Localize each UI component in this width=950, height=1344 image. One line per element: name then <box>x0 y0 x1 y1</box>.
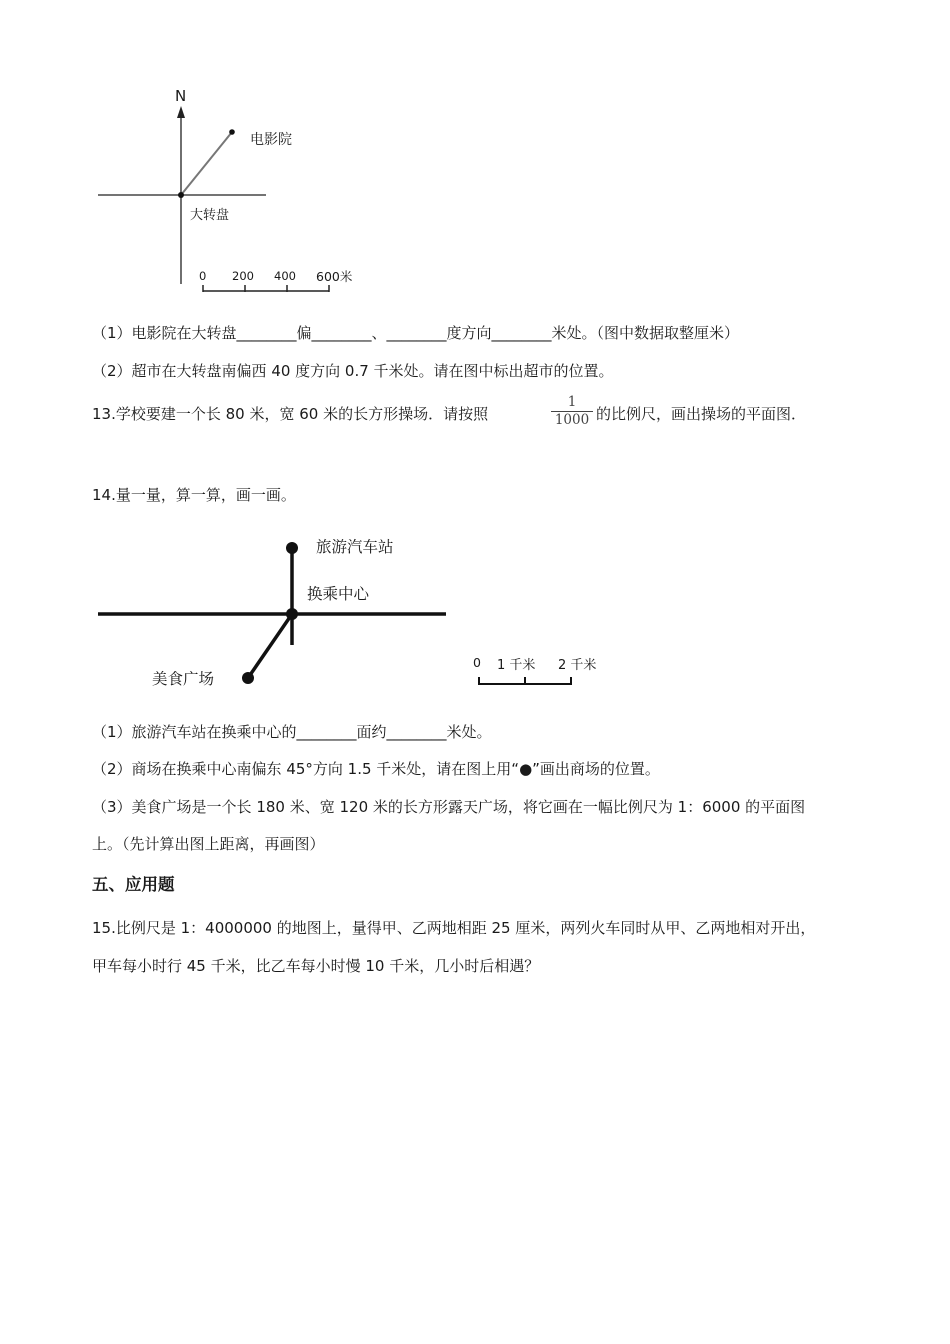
q12-part2: （2）超市在大转盘南偏西 40 度方向 0.7 千米处。请在图中标出超市的位置。 <box>92 362 614 380</box>
station-label: 旅游汽车站 <box>316 538 394 556</box>
section-heading: 五、应用题 <box>92 875 175 894</box>
fraction-denominator: 1000 <box>554 412 590 428</box>
scale-tick-label: 1 千米 <box>497 658 536 673</box>
q13-text-before: 13.学校要建一个长 80 米，宽 60 米的长方形操场．请按照 <box>92 405 489 423</box>
q14-part3-line1: （3）美食广场是一个长 180 米、宽 120 米的长方形露天广场，将它画在一幅比例尺为 1：6000 的平面图 <box>92 798 806 816</box>
fraction-numerator: 1 <box>567 394 577 410</box>
q14-part1: （1）旅游汽车站在换乘中心的________面约________米处。 <box>92 723 492 741</box>
q14-part3-line2: 上。（先计算出图上距离，再画图） <box>92 835 325 853</box>
cinema-label: 电影院 <box>250 132 292 148</box>
north-arrow-icon <box>177 106 185 118</box>
q15-line1: 15.比例尺是 1：4000000 的地图上，量得甲、乙两地相距 25 厘米，两列火车同时从甲、乙两地相对开出， <box>92 919 816 937</box>
roundabout-label: 大转盘 <box>190 208 230 223</box>
q14-title: 14.量一量，算一算，画一画。 <box>92 486 296 504</box>
q15-line2: 甲车每小时行 45 千米，比乙车每小时慢 10 千米，几小时后相遇？ <box>92 957 540 975</box>
q14-part2: （2）商场在换乘中心南偏东 45°方向 1.5 千米处，请在图上用“●”画出商场的位置。 <box>92 760 660 778</box>
north-label: N <box>175 87 187 105</box>
scale-tick-label: 2 千米 <box>558 658 597 673</box>
scale-tick-label: 0 <box>199 269 207 283</box>
q13-text-after: 的比例尺，画出操场的平面图． <box>596 405 807 423</box>
scale-tick-label: 0 <box>473 655 481 670</box>
q13-scale-fraction <box>551 395 593 428</box>
scale-tick-label: 400 <box>274 269 296 283</box>
food-square-label: 美食广场 <box>152 670 215 688</box>
transfer-center-label: 换乘中心 <box>307 585 370 603</box>
q12-part1: （1）电影院在大转盘________偏________、________度方向________米处。（图中数据取整厘米） <box>92 324 740 342</box>
scale-tick-label: 200 <box>232 269 254 283</box>
scale-tick-label: 600米 <box>316 269 353 284</box>
